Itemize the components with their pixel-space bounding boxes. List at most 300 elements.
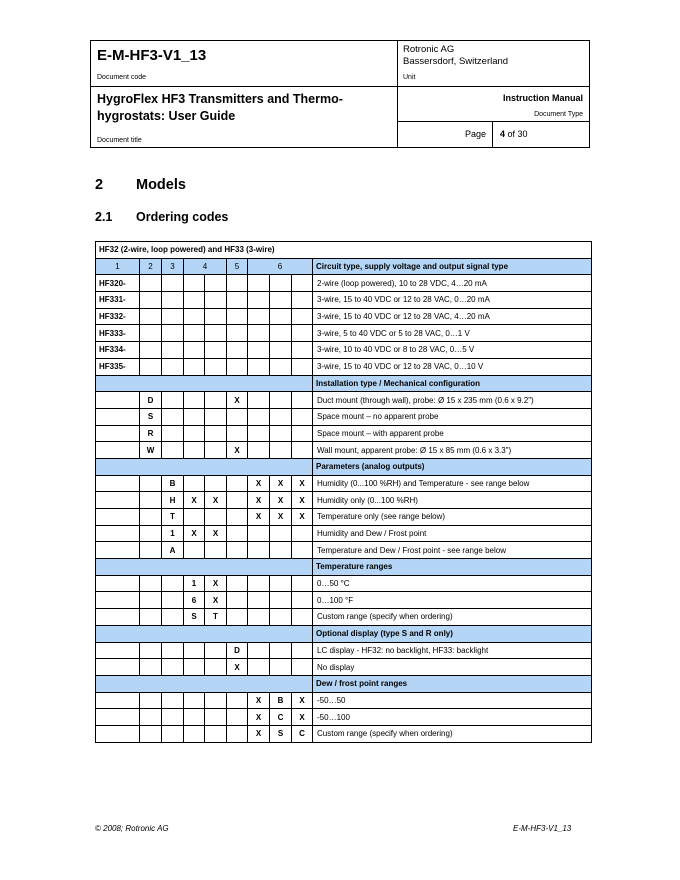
code-cell [162,392,184,409]
table-row [96,709,592,726]
code-cell [227,609,248,626]
code-cell: X [270,509,292,526]
code-cell [292,592,313,609]
option-description: 3-wire, 5 to 40 VDC or 5 to 28 VAC, 0…1 V [313,325,592,342]
code-cell [270,342,292,359]
code-cell [184,659,205,676]
section-heading [95,177,186,193]
section-heading-spacer [96,458,313,475]
code-cell: X [248,709,270,726]
code-cell [248,425,270,442]
code-cell [140,659,162,676]
code-cell [205,509,227,526]
code-cell [205,425,227,442]
option-description: -50…50 [313,692,592,709]
code-cell [227,709,248,726]
code-cell [140,325,162,342]
footer-copyright: © 2008; Rotronic AG [95,824,169,833]
code-cell [248,342,270,359]
code-cell [140,308,162,325]
code-cell [140,725,162,742]
code-cell [162,325,184,342]
subsection-number: 2.1 [95,210,113,224]
code-cell: X [292,692,313,709]
code-cell [227,408,248,425]
code-cell [248,308,270,325]
unit-label: Unit [403,74,416,81]
code-cell: X [205,592,227,609]
code-cell: W [140,442,162,459]
code-cell: X [270,475,292,492]
option-description: Space mount – with apparent probe [313,425,592,442]
code-cell [227,542,248,559]
table-row [96,575,592,592]
code-cell [227,725,248,742]
section-heading-cell: Dew / frost point ranges [313,675,592,692]
table-row [96,292,592,309]
code-cell [140,609,162,626]
table-row [96,492,592,509]
model-prefix [96,475,140,492]
section-heading-row [96,625,592,642]
option-description: Humidity (0...100 %RH) and Temperature - see range below [313,475,592,492]
table-row [96,275,592,292]
code-cell [205,725,227,742]
code-cell [227,492,248,509]
subsection-heading [95,210,228,224]
code-cell: H [162,492,184,509]
column-header-row [96,258,592,275]
section-heading-row [96,559,592,576]
header-divider-doctype [397,121,589,122]
code-cell [270,275,292,292]
code-cell: D [227,642,248,659]
column-number: 6 [248,258,313,275]
table-row [96,642,592,659]
code-cell: X [184,525,205,542]
code-cell [227,509,248,526]
model-prefix [96,542,140,559]
code-cell [227,308,248,325]
model-prefix: HF333- [96,325,140,342]
code-cell [205,542,227,559]
code-cell [184,709,205,726]
code-cell [248,442,270,459]
code-cell [140,492,162,509]
option-description: 0…50 °C [313,575,592,592]
section-number: 2 [95,177,104,193]
page-current: 4 [500,129,506,139]
code-cell [205,442,227,459]
table-row [96,725,592,742]
code-cell [140,592,162,609]
page-total: of 30 [507,129,528,139]
code-cell [248,659,270,676]
model-prefix [96,725,140,742]
table-row [96,408,592,425]
table-row [96,442,592,459]
code-cell: X [292,475,313,492]
code-cell [270,575,292,592]
code-cell [184,275,205,292]
option-description: Wall mount, apparent probe: Ø 15 x 85 mm (0.6 x 3.3") [313,442,592,459]
code-cell [292,392,313,409]
code-cell [184,358,205,375]
table-row [96,392,592,409]
section-heading-spacer [96,625,313,642]
model-prefix [96,392,140,409]
model-prefix [96,525,140,542]
code-cell: X [248,725,270,742]
code-cell [162,308,184,325]
code-cell [140,509,162,526]
model-prefix [96,692,140,709]
model-prefix [96,425,140,442]
code-cell [184,725,205,742]
option-description: 3-wire, 15 to 40 VDC or 12 to 28 VAC, 0…10 V [313,358,592,375]
option-description: Custom range (specify when ordering) [313,609,592,626]
code-cell [140,342,162,359]
code-cell [184,642,205,659]
code-cell: 6 [184,592,205,609]
code-cell [162,425,184,442]
company-name: Rotronic AG Bassersdorf, Switzerland [403,44,509,67]
document-header [90,40,590,148]
code-cell: A [162,542,184,559]
option-description: 2-wire (loop powered), 10 to 28 VDC, 4…20 mA [313,275,592,292]
code-cell [248,408,270,425]
table-row [96,342,592,359]
option-description: Temperature and Dew / Frost point - see range below [313,542,592,559]
code-cell [184,692,205,709]
code-cell [205,308,227,325]
code-cell [184,509,205,526]
code-cell [162,692,184,709]
footer-document-code: E-M-HF3-V1_13 [513,824,572,833]
header-divider-horizontal [91,86,589,87]
column-number: 3 [162,258,184,275]
code-cell [292,325,313,342]
code-cell [140,292,162,309]
table-row [96,425,592,442]
code-cell [248,358,270,375]
model-prefix [96,642,140,659]
option-description: No display [313,659,592,676]
code-cell [270,358,292,375]
code-cell [227,292,248,309]
model-prefix: HF334- [96,342,140,359]
code-cell [227,592,248,609]
document-type: Instruction Manual [502,93,583,103]
table-row [96,525,592,542]
subsection-title: Ordering codes [136,210,229,224]
table-row [96,325,592,342]
header-divider-page [492,121,493,147]
code-cell [248,642,270,659]
code-cell [227,425,248,442]
code-cell [270,542,292,559]
code-cell [162,659,184,676]
section-heading-cell: Temperature ranges [313,559,592,576]
section-heading-row [96,675,592,692]
code-cell: C [292,725,313,742]
table-row [96,509,592,526]
model-prefix [96,492,140,509]
code-cell [205,408,227,425]
code-cell [205,392,227,409]
section-heading-spacer [96,375,313,392]
code-cell [248,525,270,542]
code-cell [248,575,270,592]
option-description: 0…100 °F [313,592,592,609]
code-cell: 1 [162,525,184,542]
code-cell [248,292,270,309]
code-cell [140,525,162,542]
table-row [96,692,592,709]
code-cell [227,358,248,375]
code-cell [162,358,184,375]
code-cell [248,392,270,409]
model-prefix [96,659,140,676]
code-cell [270,308,292,325]
code-cell: X [205,575,227,592]
model-prefix [96,509,140,526]
model-prefix [96,609,140,626]
table-title: HF32 (2-wire, loop powered) and HF33 (3-wire) [96,242,592,259]
header-divider-vertical [397,41,398,147]
code-cell [184,408,205,425]
code-cell [270,425,292,442]
code-cell [184,292,205,309]
code-cell: X [227,659,248,676]
code-cell [205,659,227,676]
code-cell: D [140,392,162,409]
code-cell [184,442,205,459]
model-prefix [96,575,140,592]
code-cell [248,592,270,609]
code-cell [205,292,227,309]
option-description: LC display - HF32: no backlight, HF33: backlight [313,642,592,659]
code-cell [292,642,313,659]
column-number: 2 [140,258,162,275]
option-description: Humidity only (0...100 %RH) [313,492,592,509]
code-cell [205,692,227,709]
model-prefix: HF332- [96,308,140,325]
code-cell [162,575,184,592]
code-cell: X [248,692,270,709]
code-cell: X [292,709,313,726]
page-label: Page [465,129,487,139]
code-cell [292,342,313,359]
code-cell [162,592,184,609]
code-cell [292,659,313,676]
code-cell [292,358,313,375]
code-cell [184,342,205,359]
code-cell [270,659,292,676]
code-cell [162,725,184,742]
model-prefix [96,709,140,726]
code-cell [184,542,205,559]
code-cell [184,475,205,492]
code-cell [248,275,270,292]
code-cell [270,292,292,309]
table-row [96,308,592,325]
code-cell [162,292,184,309]
code-cell [184,425,205,442]
section-heading-cell: Optional display (type S and R only) [313,625,592,642]
code-cell: S [140,408,162,425]
code-cell [270,442,292,459]
section-heading-spacer [96,675,313,692]
table-row [96,358,592,375]
code-cell: 1 [184,575,205,592]
code-cell: S [184,609,205,626]
code-cell [140,275,162,292]
document-title: HygroFlex HF3 Transmitters and Thermo-hygrostats: User Guide [97,92,343,123]
code-cell [292,525,313,542]
code-cell [205,358,227,375]
section-heading-row [96,375,592,392]
model-prefix [96,408,140,425]
code-cell [227,325,248,342]
code-cell [270,408,292,425]
code-cell [292,609,313,626]
code-cell [205,642,227,659]
section-heading-cell: Circuit type, supply voltage and output signal type [313,258,592,275]
code-cell: X [248,509,270,526]
code-cell [140,642,162,659]
document-code-label: Document code [97,74,147,81]
code-cell [162,609,184,626]
code-cell [292,575,313,592]
code-cell [205,275,227,292]
section-heading-cell: Parameters (analog outputs) [313,458,592,475]
code-cell [227,575,248,592]
code-cell [270,609,292,626]
code-cell [292,542,313,559]
page-number [500,129,528,139]
option-description: Duct mount (through wall), probe: Ø 15 x 235 mm (0.6 x 9.2") [313,392,592,409]
code-cell [248,325,270,342]
code-cell [270,325,292,342]
code-cell [140,542,162,559]
code-cell: T [162,509,184,526]
column-number: 5 [227,258,248,275]
option-description: -50…100 [313,709,592,726]
code-cell [162,442,184,459]
code-cell [227,692,248,709]
code-cell [205,475,227,492]
code-cell: X [227,392,248,409]
code-cell: R [140,425,162,442]
code-cell: C [270,709,292,726]
table-row [96,659,592,676]
code-cell: X [227,442,248,459]
document-type-label: Document Type [534,111,583,118]
code-cell [292,408,313,425]
code-cell [162,709,184,726]
code-cell: X [248,492,270,509]
table-title-row [96,242,592,259]
code-cell [184,325,205,342]
code-cell [184,308,205,325]
code-cell: X [292,509,313,526]
code-cell [270,592,292,609]
code-cell [162,408,184,425]
code-cell [292,292,313,309]
code-cell [248,542,270,559]
code-cell [227,275,248,292]
code-cell [292,275,313,292]
table-row [96,609,592,626]
document-code: E-M-HF3-V1_13 [97,47,207,64]
code-cell [140,358,162,375]
code-cell [184,392,205,409]
code-cell: X [248,475,270,492]
code-cell [205,709,227,726]
section-heading-cell: Installation type / Mechanical configuration [313,375,592,392]
section-title: Models [136,177,186,193]
code-cell [205,342,227,359]
option-description: Humidity and Dew / Frost point [313,525,592,542]
table-row [96,542,592,559]
option-description: 3-wire, 15 to 40 VDC or 12 to 28 VAC, 0…20 mA [313,292,592,309]
code-cell: X [205,525,227,542]
code-cell [270,392,292,409]
code-cell [162,642,184,659]
code-cell [292,308,313,325]
option-description: Temperature only (see range below) [313,509,592,526]
code-cell: X [292,492,313,509]
code-cell [292,442,313,459]
option-description: Custom range (specify when ordering) [313,725,592,742]
code-cell: B [162,475,184,492]
code-cell [292,425,313,442]
code-cell [140,475,162,492]
code-cell [248,609,270,626]
code-cell [227,525,248,542]
table-row [96,592,592,609]
code-cell [162,275,184,292]
code-cell [227,475,248,492]
code-cell [162,342,184,359]
model-prefix [96,592,140,609]
code-cell [140,709,162,726]
column-number: 4 [184,258,227,275]
code-cell [227,342,248,359]
column-number: 1 [96,258,140,275]
code-cell: B [270,692,292,709]
code-cell [205,325,227,342]
document-title-label: Document title [97,137,142,144]
table-row [96,475,592,492]
ordering-codes-table [95,241,592,743]
model-prefix: HF335- [96,358,140,375]
model-prefix [96,442,140,459]
code-cell [270,525,292,542]
code-cell: S [270,725,292,742]
model-prefix: HF320- [96,275,140,292]
code-cell [140,692,162,709]
section-heading-spacer [96,559,313,576]
option-description: 3-wire, 15 to 40 VDC or 12 to 28 VAC, 4…20 mA [313,308,592,325]
code-cell [270,642,292,659]
model-prefix: HF331- [96,292,140,309]
section-heading-row [96,458,592,475]
option-description: 3-wire, 10 to 40 VDC or 8 to 28 VAC, 0…5 V [313,342,592,359]
code-cell: T [205,609,227,626]
code-cell [140,575,162,592]
